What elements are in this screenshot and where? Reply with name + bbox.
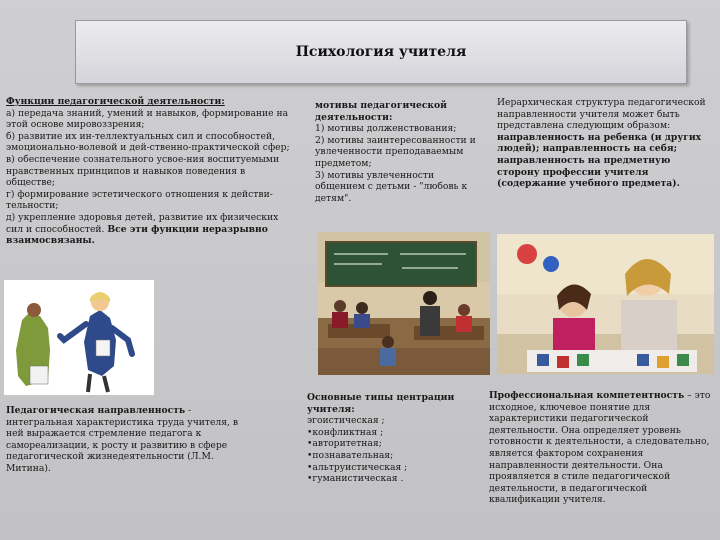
centration-block: [307, 392, 457, 485]
function-item: д) укрепление здоровья детей, развитие их физических сил и способностей.: [6, 211, 279, 235]
centration-item: •гуманистическая .: [307, 473, 404, 485]
competence-definition: – это исходное, ключевое понятие для характеристики педагогической деятельности. Она определяет уровень готовности к деятельности, а следовательно, является фактором сохранения направленности деятельности. Она проявляется в стиле педагогической деятельности, в педагогической квалификации учителя.: [489, 390, 711, 506]
centration-heading: Основные типы центрации учителя:: [307, 392, 455, 415]
classroom-photo: [318, 232, 490, 375]
functions-conclusion: Все эти функции неразрывно взаимосвязаны.: [6, 223, 268, 247]
function-item: б) развитие их ин-теллектуальных сил и способностей, эмоционально-волевой и дей-ственно-практической сфер;: [6, 130, 290, 154]
teacher-cartoon-image: [4, 280, 154, 395]
teacher-child-photo: [497, 234, 714, 374]
functions-heading: Функции педагогической деятельности:: [6, 96, 225, 107]
hierarchy-intro: Иерархическая структура педагогической направленности учителя может быть представлена следующим образом:: [497, 97, 706, 132]
centration-item: эгоистическая ;: [307, 415, 385, 427]
function-item: г) формирование эстетического отношения к действи-тельности;: [6, 188, 273, 212]
title-box: [75, 20, 687, 84]
function-item: а) передача знаний, умений и навыков, формирование на этой основе мировоззрения;: [6, 107, 289, 131]
orientation-term: Педагогическая направленность: [6, 405, 186, 416]
hierarchy-emphasis: направленность на ребенка (и других людей); направленность на себя; направленность на предметную сторону профессии учителя (содержание учебного предмета).: [497, 131, 702, 190]
orientation-definition: - интегральная характеристика труда учителя, в ней выражается стремление педагога к самореализации, к росту и развитию в сфере педагогической жизнедеятельности (Л.М. Митина).: [6, 405, 239, 474]
orientation-block: [6, 405, 246, 475]
centration-item: •познавательная;: [307, 449, 394, 461]
motive-item: 1) мотивы долженствования;: [315, 123, 457, 135]
function-item: в) обеспечение сознательного усвое-ния воспитуемыми нравственных принципов и навыков поведения в обществе;: [6, 153, 280, 189]
centration-item: •авторитетная;: [307, 438, 382, 450]
motive-item: 2) мотивы заинтересованности и увлеченности преподаваемым предметом;: [315, 134, 476, 169]
motive-item: 3) мотивы увлеченности общением с детьми - "любовь к детям".: [315, 169, 468, 204]
hierarchy-block: [497, 97, 714, 190]
functions-block: [6, 96, 296, 247]
motives-heading: мотивы педагогической деятельности:: [315, 100, 447, 123]
slide-title: Психология учителя: [295, 44, 467, 60]
competence-term: Профессиональная компетентность: [489, 390, 685, 401]
centration-item: •конфликтная ;: [307, 426, 384, 438]
centration-item: •альтруистическая ;: [307, 461, 408, 473]
motives-block: [315, 100, 485, 204]
competence-block: [489, 390, 715, 506]
